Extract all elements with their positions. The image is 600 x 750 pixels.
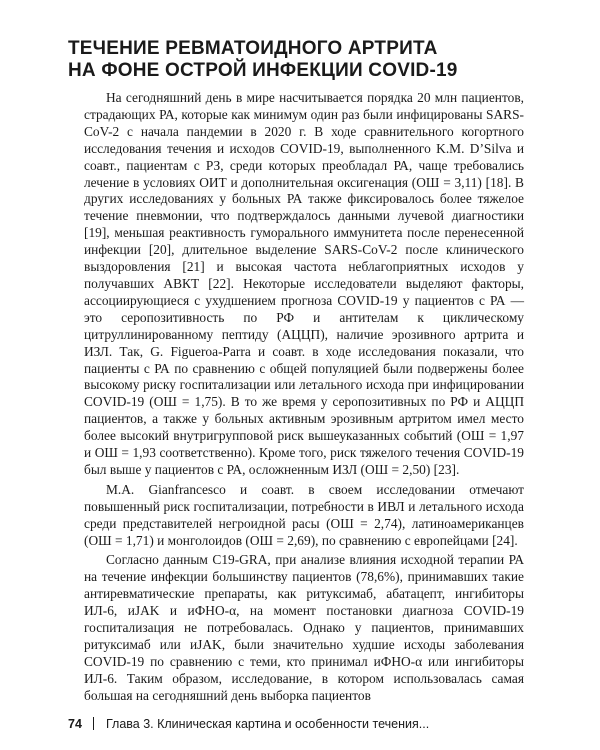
- body-text: [84, 90, 524, 705]
- paragraph-3: Согласно данным C19-GRA, при анализе влияния исходной терапии РА на течение инфекции большинству пациентов (78,6%), принимавших такие антиревматические препараты, как ритуксимаб, абатацепт, ингибиторы ИЛ-6, иJAK и иФНО-α, на момент постановки диагноза COVID-19 госпитализация не потребовалась. Однако у пациентов, принимавших ритуксимаб или иJAK, были значительно худшие исходы заболевания COVID-19 по сравнению с теми, кто принимал иФНО-α или ингибиторы ИЛ-6. Таким образом, исследование, в котором использовалась самая большая на сегодняшний день выборка пациентов: [84, 552, 524, 703]
- section-title-line-1: ТЕЧЕНИЕ РЕВМАТОИДНОГО АРТРИТА: [68, 38, 438, 59]
- footer-divider: [93, 717, 94, 730]
- chapter-title: Глава 3. Клиническая картина и особенности течения...: [105, 717, 430, 731]
- page-number: 74: [68, 717, 82, 731]
- section-title: [68, 38, 538, 82]
- paragraph-1: На сегодняшний день в мире насчитывается порядка 20 млн пациентов, страдающих РА, которые как минимум один раз были инфицированы SARS-CoV-2 с начала пандемии в 2020 г. В ходе сравнительного когортного исследования течения и исходов COVID-19, выполненного K.M. D’Silva и соавт., пациентам с РЗ, среди которых преобладал РА, чаще требовались лечение в условиях ОИТ и дополнительная оксигенация (ОШ = 3,11) [18]. В других исследованиях у больных РА также фиксировалось более тяжелое течение пневмонии, что подтверждалось данными лучевой диагностики [19], меньшая реактивность гуморального иммунитета после перенесенной инфекции [20], длительное выделение SARS-CoV-2 после клинического выздоровления [21] и высокая частота неблагоприятных исходов у получавших АВКТ [22]. Некоторые исследователи выделяют факторы, ассоциирующиеся с ухудшением прогноза COVID-19 у пациентов с РА — это серопозитивность по РФ и антителам к циклическому цитруллинированному пептиду (АЦЦП), наличие эрозивного артрита и ИЗЛ. Так, G. Figueroa-Parra и соавт. в ходе исследования показали, что пациенты с РА по сравнению с общей популяцией были подвержены более высокому риску госпитализации или летального исхода при инфицировании COVID-19 (ОШ = 1,75). В то же время у серопозитивных по РФ и АЦЦП пациентов, а также у больных активным эрозивным артритом имел место более высокий внутригрупповой риск вышеуказанных событий (ОШ = 1,97 и ОШ = 1,93 соответственно). Кроме того, риск тяжелого течения COVID-19 был выше у пациентов с РА, осложненным ИЗЛ (ОШ = 2,50) [23].: [84, 90, 524, 477]
- page-footer: [68, 716, 429, 732]
- paragraph-2: M.A. Gianfrancesco и соавт. в своем исследовании отмечают повышенный риск госпитализации, потребности в ИВЛ и летального исхода среди представителей негроидной расы (ОШ = 2,74), латиноамериканцев (ОШ = 1,71) и монголоидов (ОШ = 2,69), по сравнению с европейцами [24].: [84, 481, 524, 548]
- section-title-line-2: НА ФОНЕ ОСТРОЙ ИНФЕКЦИИ COVID-19: [68, 60, 458, 81]
